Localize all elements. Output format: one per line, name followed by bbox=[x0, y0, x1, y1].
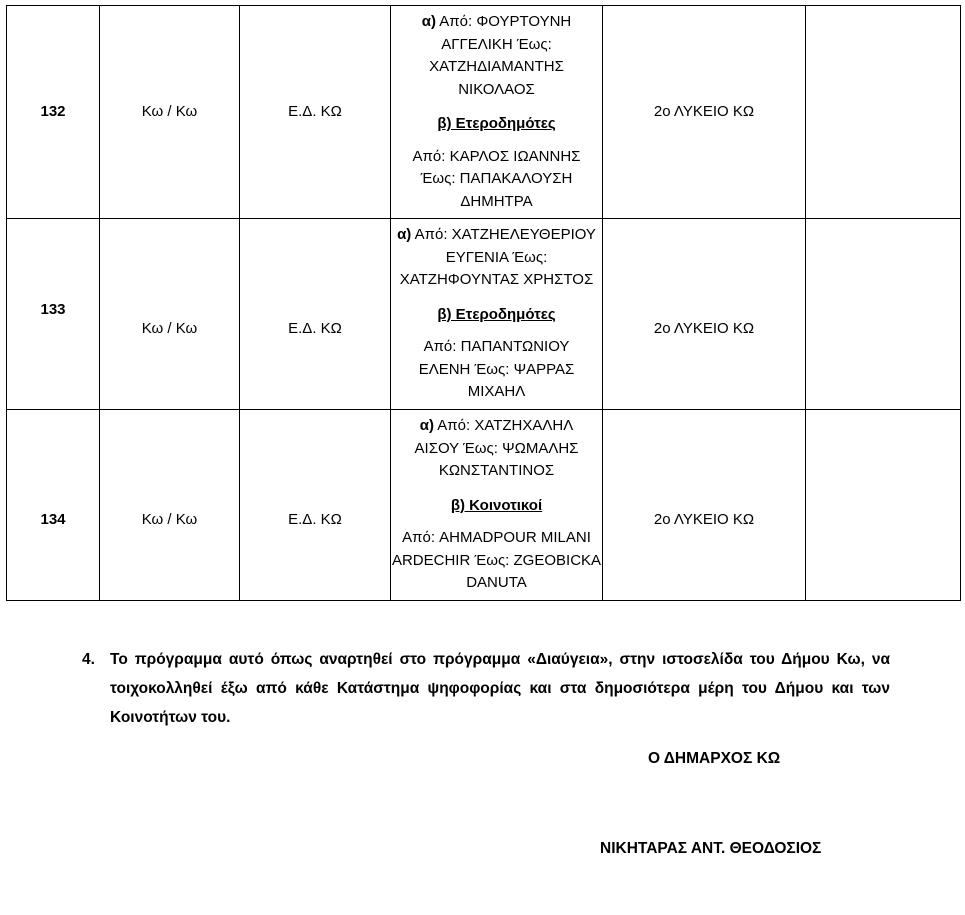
mayor-name: ΝΙΚΗΤΑΡΑΣ ΑΝΤ. ΘΕΟΔΟΣΙΟΣ bbox=[600, 840, 822, 857]
mayor-title: Ο ΔΗΜΑΡΧΟΣ ΚΩ bbox=[648, 750, 781, 767]
section-a-line-2: ΕΥΓΕΝΙΑ Έως: bbox=[445, 248, 548, 266]
section-a-line-3: ΧΑΤΖΗΦΟΥΝΤΑΣ ΧΡΗΣΤΟΣ bbox=[399, 271, 594, 289]
section-a-line-3: ΚΩΝΣΤΑΝΤΙΝΟΣ bbox=[438, 462, 555, 480]
section-b-line-2: ARDECHIR Έως: ZGEOBICKA bbox=[391, 551, 602, 569]
unit-cell: Ε.Δ. ΚΩ bbox=[240, 6, 391, 219]
section-a-line-2: ΑΙΣΟΥ Έως: ΨΩΜΑΛΗΣ bbox=[414, 439, 579, 457]
area-cell: Κω / Κω bbox=[100, 410, 240, 601]
section-a-line-1: α) Από: ΧΑΤΖΗΕΛΕΥΘΕΡΙΟΥ bbox=[397, 226, 596, 244]
unit-cell: Ε.Δ. ΚΩ bbox=[240, 410, 391, 601]
section-a-prefix: α) bbox=[397, 226, 412, 244]
section-a-prefix: α) bbox=[419, 417, 434, 435]
section-b-line-3: ΔΗΜΗΤΡΑ bbox=[460, 192, 533, 210]
section-b-line-1: Από: ΠΑΠΑΝΤΩΝΙΟΥ bbox=[423, 338, 570, 356]
station-number: 133 bbox=[7, 219, 100, 410]
location-cell: 2ο ΛΥΚΕΙΟ ΚΩ bbox=[603, 219, 806, 410]
section-a-line-1: α) Από: ΧΑΤΖΗΧΑΛΗΛ bbox=[419, 417, 574, 435]
section-b-line-3: DANUTA bbox=[466, 574, 527, 592]
station-number: 134 bbox=[7, 410, 100, 601]
section-b-line-1: Από: ΚΑΡΛΟΣ ΙΩΑΝΝΗΣ bbox=[412, 147, 581, 165]
area-cell: Κω / Κω bbox=[100, 219, 240, 410]
section-b-line-2: Έως: ΠΑΠΑΚΑΛΟΥΣΗ bbox=[420, 170, 573, 187]
extra-cell bbox=[806, 6, 961, 219]
section-a-line-1: α) Από: ΦΟΥΡΤΟΥΝΗ bbox=[421, 13, 572, 30]
table-row bbox=[7, 410, 961, 601]
paragraph-number: 4. bbox=[82, 651, 95, 668]
section-b-line-3: ΜΙΧΑΗΛ bbox=[467, 383, 526, 401]
section-b-line-2: ΕΛΕΝΗ Έως: ΨΑΡΡΑΣ bbox=[418, 360, 575, 378]
voters-cell bbox=[391, 410, 603, 601]
polling-stations-table bbox=[6, 5, 961, 601]
section-b-line-1: Από: AHMADPOUR MILANI bbox=[402, 529, 591, 547]
area-cell: Κω / Κω bbox=[100, 6, 240, 219]
location-cell: 2ο ΛΥΚΕΙΟ ΚΩ bbox=[603, 6, 806, 219]
paragraph-text: Το πρόγραμμα αυτό όπως αναρτηθεί στο πρόγραμμα «Διαύγεια», στην ιστοσελίδα του Δήμου Κω, να τοιχοκολληθεί έξω από κάθε Κατάστημα ψηφοφορίας και στα δημοσιότερα μέρη του Δήμου και των Κοινοτήτων του. bbox=[110, 651, 890, 726]
section-a-prefix: α) bbox=[421, 13, 436, 30]
table-row bbox=[7, 6, 961, 219]
table-row bbox=[7, 219, 961, 410]
section-b-title: β) Ετεροδημότες bbox=[437, 305, 556, 323]
extra-cell bbox=[806, 410, 961, 601]
section-a-line-2: ΑΓΓΕΛΙΚΗ Έως: bbox=[441, 35, 552, 53]
section-a-line-4: ΝΙΚΟΛΑΟΣ bbox=[458, 80, 535, 98]
unit-cell: Ε.Δ. ΚΩ bbox=[240, 219, 391, 410]
section-b-title: β) Κοινοτικοί bbox=[450, 496, 543, 514]
extra-cell bbox=[806, 219, 961, 410]
section-b-title: β) Ετεροδημότες bbox=[437, 115, 556, 132]
voters-cell bbox=[391, 219, 603, 410]
location-cell: 2ο ΛΥΚΕΙΟ ΚΩ bbox=[603, 410, 806, 601]
voters-cell bbox=[391, 6, 603, 219]
station-number: 132 bbox=[7, 6, 100, 219]
section-a-line-3: ΧΑΤΖΗΔΙΑΜΑΝΤΗΣ bbox=[429, 58, 564, 75]
